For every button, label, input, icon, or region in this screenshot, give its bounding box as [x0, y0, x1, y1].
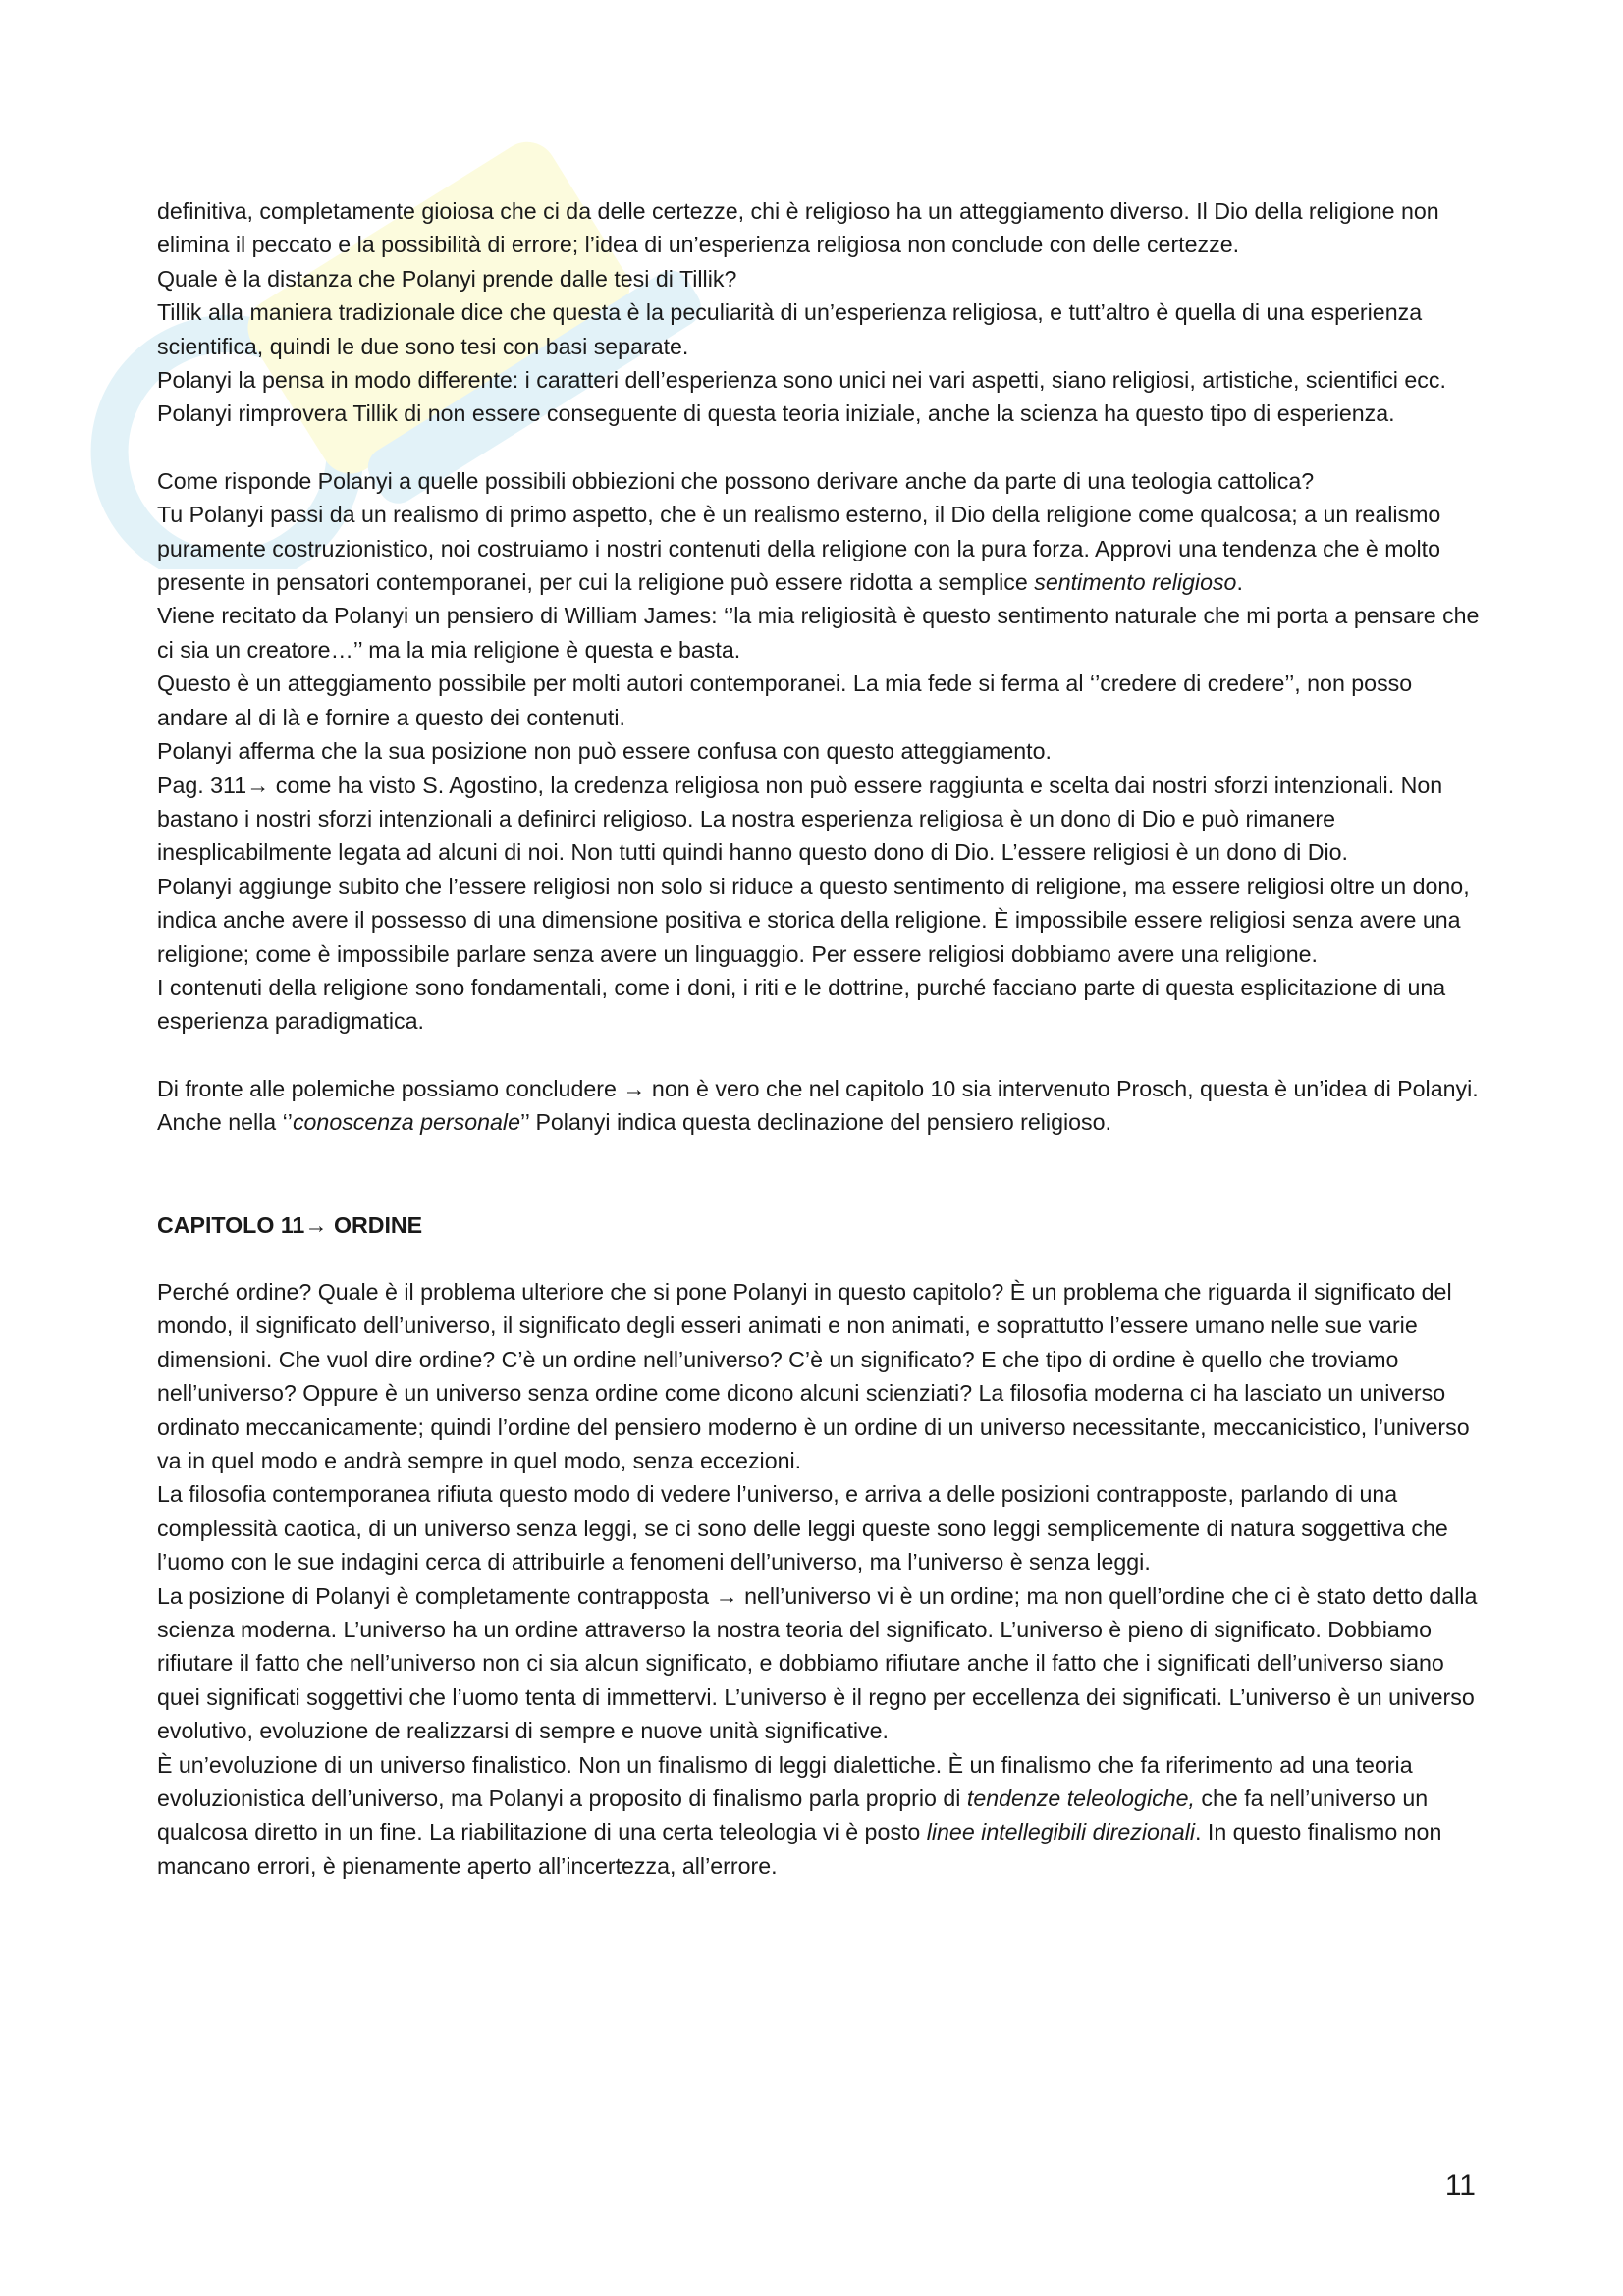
- document-body: [157, 194, 1483, 1883]
- paragraph: Viene recitato da Polanyi un pensiero di William James: ‘’la mia religiosità è questo sentimento naturale che mi porta a pensare che ci sia un creatore…’’ ma la mia religione è questa e basta.: [157, 603, 1480, 663]
- text-run: È un’evoluzione di un universo finalistico. Non un finalismo di leggi dialettiche. È un finalismo che fa riferimento ad una teoria evoluzionistica dell’universo, ma Polanyi a proposito di finalismo parla proprio di: [157, 1751, 1413, 1812]
- text-run: .: [1236, 569, 1243, 596]
- paragraph: Questo è un atteggiamento possibile per molti autori contemporanei. La mia fede si ferma al ‘’credere di credere’’, non posso andare al di là e fornire a questo dei contenuti.: [157, 670, 1413, 730]
- paragraph: Polanyi la pensa in modo differente: i caratteri dell’esperienza sono unici nei vari aspetti, siano religiosi, artistiche, scientifici ecc. Polanyi rimprovera Tillik di non essere conseguente di questa teoria iniziale, anche la scienza ha questo tipo di esperienza.: [157, 367, 1446, 427]
- text-run: che fa nell’universo un qualcosa diretto in un fine. La riabilitazione di una certa teleologia vi è posto: [157, 1786, 1429, 1845]
- paragraph: Come risponde Polanyi a quelle possibili obbiezioni che possono derivare anche da parte di una teologia cattolica?: [157, 467, 1315, 494]
- paragraph: I contenuti della religione sono fondamentali, come i doni, i riti e le dottrine, purché facciano parte di questa esplicitazione di una esperienza paradigmatica.: [157, 974, 1446, 1035]
- emphasis: sentimento religioso: [1034, 569, 1237, 596]
- emphasis: conoscenza personale: [292, 1109, 520, 1136]
- paragraph: [157, 498, 1483, 599]
- paragraph: La posizione di Polanyi è completamente contrapposta → nell’universo vi è un ordine; ma non quell’ordine che ci è stato detto dalla scienza moderna. L’universo ha un ordine attraverso la nostra teoria del significato. L’universo è pieno di significato. Dobbiamo rifiutare il fatto che nell’universo non ci sia alcun significato, e dobbiamo rifiutare anche il fatto che i significati dell’universo siano quei significati soggettivi che l’uomo tenta di immettervi. L’universo è il regno per eccellenza dei significati. L’universo è un universo evolutivo, evoluzione de realizzarsi di sempre e nuove unità significative.: [157, 1582, 1478, 1744]
- text-run: Di fronte alle polemiche possiamo concludere → non è vero che nel capitolo 10 sia intervenuto Prosch, questa è un’idea di Polanyi. Anche nella ‘’: [157, 1075, 1479, 1136]
- page-number: 11: [1444, 2169, 1476, 2202]
- emphasis: tendenze teleologiche,: [966, 1786, 1195, 1812]
- paragraph: Quale è la distanza che Polanyi prende dalle tesi di Tillik?: [157, 265, 737, 292]
- paragraph: Polanyi afferma che la sua posizione non può essere confusa con questo atteggiamento.: [157, 738, 1052, 765]
- paragraph: Tillik alla maniera tradizionale dice che questa è la peculiarità di un’esperienza religiosa, e tutt’altro è quella di una esperienza scientifica, quindi le due sono tesi con basi separate.: [157, 299, 1423, 359]
- paragraph: Polanyi aggiunge subito che l’essere religiosi non solo si riduce a questo sentimento di religione, ma essere religiosi oltre un dono, indica anche avere il possesso di una dimensione positiva e storica della religione. È impossibile essere religiosi senza avere una religione; come è impossibile parlare senza avere un linguaggio. Per essere religiosi dobbiamo avere una religione.: [157, 873, 1470, 967]
- paragraph: [157, 1072, 1483, 1140]
- paragraph: La filosofia contemporanea rifiuta questo modo di vedere l’universo, e arriva a delle posizioni contrapposte, parlando di una complessità caotica, di un universo senza leggi, se ci sono delle leggi queste sono leggi semplicemente di natura soggettiva che l’uomo con le sue indagini cerca di attribuirle a fenomeni dell’universo, ma l’universo è senza leggi.: [157, 1481, 1448, 1575]
- emphasis: linee intellegibili direzionali: [926, 1819, 1195, 1845]
- paragraph: definitiva, completamente gioiosa che ci da delle certezze, chi è religioso ha un atteggiamento diverso. Il Dio della religione non elimina il peccato e la possibilità di errore; l’idea di un’esperienza religiosa non conclude con delle certezze.: [157, 198, 1439, 258]
- text-run: . In questo finalismo non mancano errori, è pienamente aperto all’incertezza, all’errore.: [157, 1819, 1442, 1879]
- chapter-heading: CAPITOLO 11→ ORDINE: [157, 1211, 423, 1238]
- text-run: Tu Polanyi passi da un realismo di primo aspetto, che è un realismo esterno, il Dio della religione come qualcosa; a un realismo puramente costruzionistico, noi costruiamo i nostri contenuti della religione con la pura forza. Approvi una tendenza che è molto presente in pensatori contemporanei, per cui la religione può essere ridotta a semplice: [157, 502, 1441, 596]
- paragraph: [157, 1748, 1483, 1884]
- text-run: ’’ Polanyi indica questa declinazione del pensiero religioso.: [519, 1109, 1111, 1136]
- paragraph: Perché ordine? Quale è il problema ulteriore che si pone Polanyi in questo capitolo? È un problema che riguarda il significato del mondo, il significato dell’universo, il significato degli esseri animati e non animati, e soprattutto l’essere umano nelle sue varie dimensioni. Che vuol dire ordine? C’è un ordine nell’universo? C’è un significato? E che tipo di ordine è quello che troviamo nell’universo? Oppure è un universo senza ordine come dicono alcuni scienziati? La filosofia moderna ci ha lasciato un universo ordinato meccanicamente; quindi l’ordine del pensiero moderno è un ordine di un universo necessitante, meccanicistico, l’universo va in quel modo e andrà sempre in quel modo, senza eccezioni.: [157, 1278, 1470, 1473]
- paragraph: Pag. 311→ come ha visto S. Agostino, la credenza religiosa non può essere raggiunta e scelta dai nostri sforzi intenzionali. Non bastano i nostri sforzi intenzionali a definirci religioso. La nostra esperienza religiosa è un dono di Dio e può rimanere inesplicabilmente legata ad alcuni di noi. Non tutti quindi hanno questo dono di Dio. L’essere religiosi è un dono di Dio.: [157, 772, 1443, 866]
